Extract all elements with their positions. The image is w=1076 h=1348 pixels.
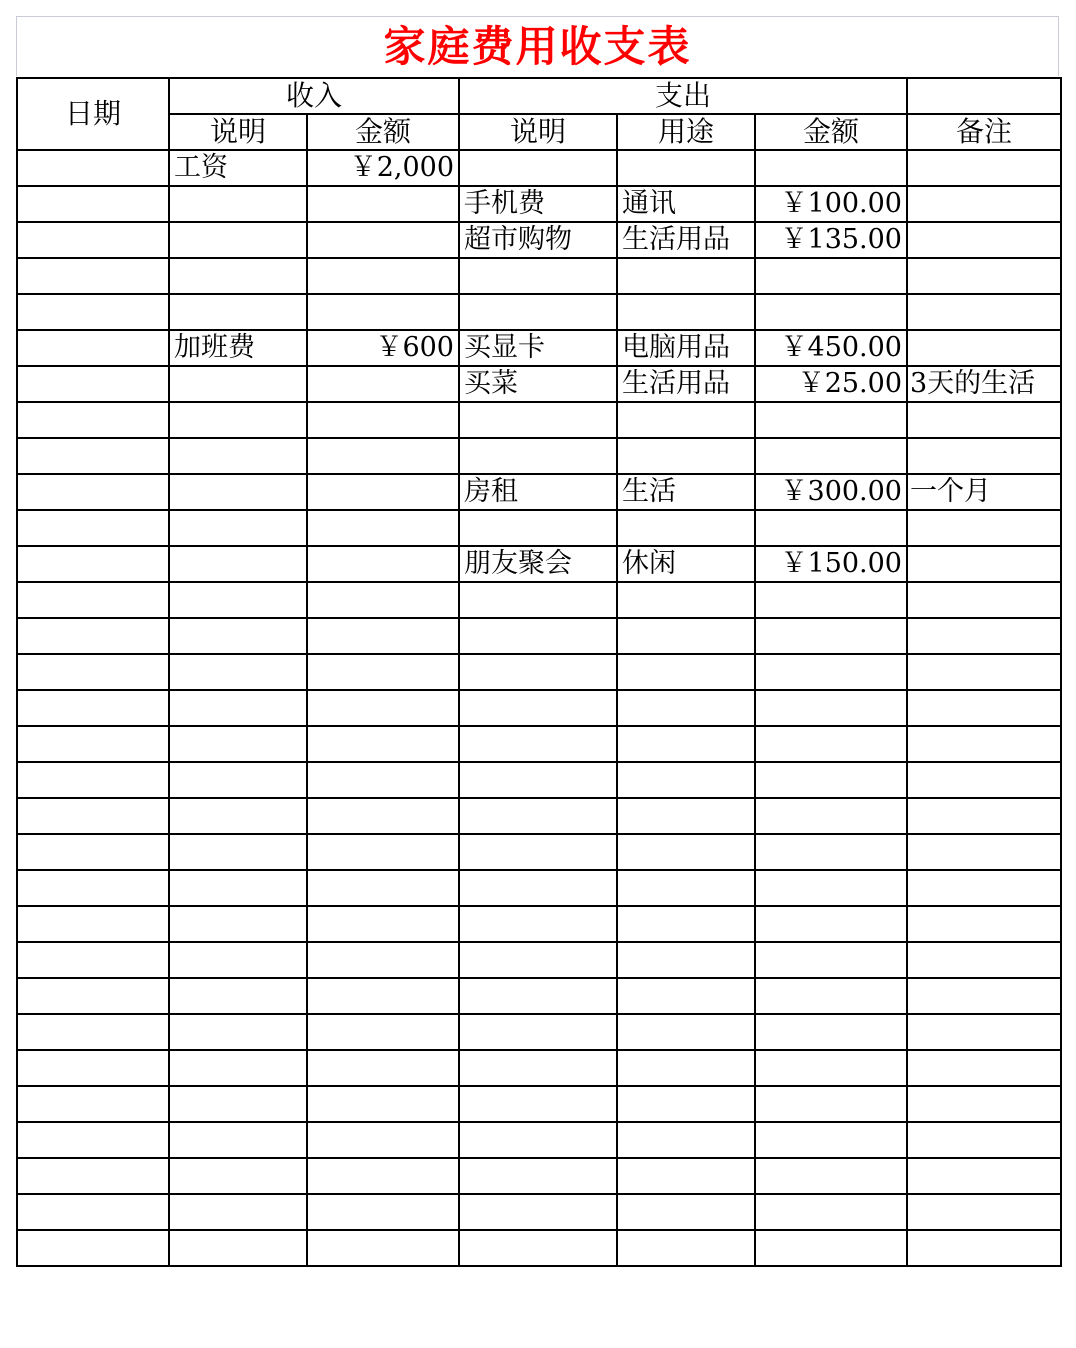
cell-expense-desc[interactable]: 手机费 <box>459 186 617 222</box>
cell-income-desc[interactable] <box>169 1122 307 1158</box>
cell-expense-use[interactable] <box>617 618 755 654</box>
cell-date[interactable] <box>17 834 169 870</box>
cell-date[interactable] <box>17 366 169 402</box>
table-row <box>17 762 1061 798</box>
table-row <box>17 582 1061 618</box>
cell-expense-desc[interactable] <box>459 690 617 726</box>
cell-expense-amount[interactable] <box>755 582 907 618</box>
cell-note[interactable] <box>907 618 1061 654</box>
cell-expense-desc[interactable]: 买菜 <box>459 366 617 402</box>
table-row <box>17 726 1061 762</box>
cell-expense-desc[interactable] <box>459 654 617 690</box>
cell-income-amount[interactable] <box>307 726 459 762</box>
cell-expense-use[interactable] <box>617 870 755 906</box>
cell-expense-use[interactable] <box>617 1194 755 1230</box>
cell-date[interactable] <box>17 654 169 690</box>
cell-expense-use[interactable]: 休闲 <box>617 546 755 582</box>
cell-income-desc[interactable] <box>169 1086 307 1122</box>
cell-income-amount[interactable] <box>307 1194 459 1230</box>
cell-income-desc[interactable] <box>169 546 307 582</box>
cell-income-desc[interactable]: 加班费 <box>169 330 307 366</box>
header-blank[interactable] <box>907 78 1061 114</box>
cell-expense-amount[interactable] <box>755 870 907 906</box>
cell-date[interactable] <box>17 438 169 474</box>
table-row <box>17 222 1061 258</box>
table-row <box>17 906 1061 942</box>
cell-note[interactable]: 一个月 <box>907 474 1061 510</box>
cell-expense-desc[interactable] <box>459 618 617 654</box>
cell-expense-amount[interactable] <box>755 906 907 942</box>
header-income[interactable]: 收入 <box>169 78 459 114</box>
table-row <box>17 870 1061 906</box>
cell-expense-use[interactable] <box>617 1014 755 1050</box>
cell-income-desc[interactable] <box>169 438 307 474</box>
cell-date[interactable] <box>17 618 169 654</box>
cell-expense-use[interactable] <box>617 582 755 618</box>
cell-expense-desc[interactable] <box>459 1230 617 1266</box>
cell-expense-amount[interactable] <box>755 294 907 330</box>
cell-expense-desc[interactable] <box>459 1158 617 1194</box>
cell-expense-desc[interactable] <box>459 870 617 906</box>
cell-note[interactable] <box>907 438 1061 474</box>
cell-note[interactable] <box>907 294 1061 330</box>
cell-date[interactable] <box>17 978 169 1014</box>
cell-expense-desc[interactable] <box>459 1194 617 1230</box>
cell-income-desc[interactable] <box>169 510 307 546</box>
cell-note[interactable] <box>907 186 1061 222</box>
cell-expense-amount[interactable] <box>755 1230 907 1266</box>
cell-income-amount[interactable] <box>307 906 459 942</box>
cell-expense-use[interactable]: 生活用品 <box>617 222 755 258</box>
cell-expense-amount[interactable] <box>755 798 907 834</box>
cell-note[interactable] <box>907 330 1061 366</box>
cell-expense-use[interactable] <box>617 438 755 474</box>
cell-expense-desc[interactable] <box>459 582 617 618</box>
cell-note[interactable] <box>907 582 1061 618</box>
cell-date[interactable] <box>17 294 169 330</box>
cell-income-amount[interactable] <box>307 222 459 258</box>
cell-expense-desc[interactable] <box>459 1086 617 1122</box>
cell-expense-use[interactable] <box>617 834 755 870</box>
cell-income-amount[interactable] <box>307 438 459 474</box>
cell-date[interactable] <box>17 474 169 510</box>
cell-income-desc[interactable] <box>169 1230 307 1266</box>
cell-expense-amount[interactable]: ￥100.00 <box>755 186 907 222</box>
cell-income-amount[interactable] <box>307 1122 459 1158</box>
cell-expense-use[interactable] <box>617 690 755 726</box>
cell-expense-amount[interactable] <box>755 150 907 186</box>
cell-note[interactable]: 3天的生活 <box>907 366 1061 402</box>
cell-income-amount[interactable] <box>307 1014 459 1050</box>
table-row <box>17 186 1061 222</box>
cell-expense-amount[interactable] <box>755 654 907 690</box>
cell-expense-amount[interactable] <box>755 978 907 1014</box>
cell-expense-use[interactable] <box>617 294 755 330</box>
cell-expense-desc[interactable] <box>459 798 617 834</box>
table-row <box>17 1230 1061 1266</box>
table-row <box>17 1158 1061 1194</box>
cell-expense-use[interactable] <box>617 258 755 294</box>
cell-income-desc[interactable] <box>169 1158 307 1194</box>
cell-income-amount[interactable] <box>307 942 459 978</box>
cell-expense-use[interactable]: 生活 <box>617 474 755 510</box>
cell-expense-use[interactable] <box>617 1230 755 1266</box>
header-income-amount[interactable]: 金额 <box>307 114 459 150</box>
cell-expense-desc[interactable] <box>459 1050 617 1086</box>
cell-note[interactable] <box>907 798 1061 834</box>
cell-date[interactable] <box>17 186 169 222</box>
cell-note[interactable] <box>907 834 1061 870</box>
cell-expense-amount[interactable] <box>755 402 907 438</box>
cell-income-amount[interactable] <box>307 546 459 582</box>
cell-note[interactable] <box>907 1158 1061 1194</box>
cell-date[interactable] <box>17 726 169 762</box>
cell-expense-amount[interactable] <box>755 438 907 474</box>
cell-date[interactable] <box>17 330 169 366</box>
cell-note[interactable] <box>907 942 1061 978</box>
cell-date[interactable] <box>17 546 169 582</box>
cell-date[interactable] <box>17 510 169 546</box>
cell-note[interactable] <box>907 690 1061 726</box>
cell-income-amount[interactable]: ￥600 <box>307 330 459 366</box>
cell-income-desc[interactable] <box>169 834 307 870</box>
table-row <box>17 402 1061 438</box>
cell-date[interactable] <box>17 1194 169 1230</box>
header-expense[interactable]: 支出 <box>459 78 907 114</box>
cell-income-desc[interactable]: 工资 <box>169 150 307 186</box>
table-row <box>17 942 1061 978</box>
cell-income-desc[interactable] <box>169 978 307 1014</box>
cell-date[interactable] <box>17 150 169 186</box>
header-expense-use[interactable]: 用途 <box>617 114 755 150</box>
cell-date[interactable] <box>17 906 169 942</box>
cell-note[interactable] <box>907 222 1061 258</box>
cell-expense-desc[interactable] <box>459 438 617 474</box>
table-row <box>17 978 1061 1014</box>
cell-expense-amount[interactable] <box>755 618 907 654</box>
cell-expense-amount[interactable] <box>755 1014 907 1050</box>
cell-expense-desc[interactable] <box>459 294 617 330</box>
cell-income-amount[interactable] <box>307 258 459 294</box>
cell-expense-use[interactable]: 电脑用品 <box>617 330 755 366</box>
cell-date[interactable] <box>17 1086 169 1122</box>
cell-expense-amount[interactable] <box>755 1050 907 1086</box>
cell-expense-amount[interactable] <box>755 690 907 726</box>
header-date[interactable]: 日期 <box>17 78 169 150</box>
cell-income-desc[interactable] <box>169 1050 307 1086</box>
cell-expense-desc[interactable] <box>459 906 617 942</box>
cell-expense-desc[interactable]: 朋友聚会 <box>459 546 617 582</box>
table-row <box>17 510 1061 546</box>
cell-date[interactable] <box>17 1158 169 1194</box>
cell-income-amount[interactable] <box>307 402 459 438</box>
cell-expense-desc[interactable]: 房租 <box>459 474 617 510</box>
table-row <box>17 546 1061 582</box>
cell-income-desc[interactable] <box>169 1014 307 1050</box>
cell-expense-use[interactable]: 生活用品 <box>617 366 755 402</box>
cell-expense-desc[interactable] <box>459 978 617 1014</box>
cell-expense-use[interactable] <box>617 978 755 1014</box>
cell-expense-amount[interactable] <box>755 942 907 978</box>
cell-income-amount[interactable] <box>307 690 459 726</box>
header-income-desc[interactable]: 说明 <box>169 114 307 150</box>
header-expense-desc[interactable]: 说明 <box>459 114 617 150</box>
table-row <box>17 1086 1061 1122</box>
cell-income-amount[interactable] <box>307 978 459 1014</box>
cell-note[interactable] <box>907 402 1061 438</box>
cell-expense-amount[interactable] <box>755 726 907 762</box>
table-row <box>17 1014 1061 1050</box>
cell-expense-use[interactable] <box>617 1050 755 1086</box>
cell-date[interactable] <box>17 690 169 726</box>
cell-income-amount[interactable] <box>307 798 459 834</box>
cell-income-amount[interactable] <box>307 186 459 222</box>
cell-note[interactable] <box>907 726 1061 762</box>
title-cell[interactable] <box>16 16 1059 76</box>
cell-income-desc[interactable] <box>169 582 307 618</box>
cell-income-desc[interactable] <box>169 402 307 438</box>
cell-expense-desc[interactable] <box>459 726 617 762</box>
cell-expense-desc[interactable] <box>459 942 617 978</box>
table-row <box>17 438 1061 474</box>
cell-note[interactable] <box>907 510 1061 546</box>
cell-income-desc[interactable] <box>169 258 307 294</box>
cell-expense-amount[interactable] <box>755 762 907 798</box>
cell-note[interactable] <box>907 150 1061 186</box>
cell-income-amount[interactable] <box>307 294 459 330</box>
cell-date[interactable] <box>17 258 169 294</box>
table-row <box>17 834 1061 870</box>
cell-expense-amount[interactable] <box>755 1194 907 1230</box>
cell-expense-amount[interactable] <box>755 1086 907 1122</box>
cell-expense-use[interactable] <box>617 150 755 186</box>
cell-expense-desc[interactable] <box>459 834 617 870</box>
cell-income-desc[interactable] <box>169 186 307 222</box>
cell-expense-amount[interactable] <box>755 834 907 870</box>
cell-note[interactable] <box>907 906 1061 942</box>
cell-note[interactable] <box>907 978 1061 1014</box>
cell-expense-use[interactable] <box>617 726 755 762</box>
cell-date[interactable] <box>17 1230 169 1266</box>
table-row <box>17 294 1061 330</box>
cell-income-desc[interactable] <box>169 618 307 654</box>
cell-income-desc[interactable] <box>169 798 307 834</box>
cell-income-amount[interactable] <box>307 1230 459 1266</box>
sheet-title: 家庭费用收支表 <box>383 22 692 71</box>
cell-expense-desc[interactable] <box>459 510 617 546</box>
cell-expense-use[interactable] <box>617 1122 755 1158</box>
ledger-table <box>16 77 1062 1267</box>
cell-income-amount[interactable] <box>307 366 459 402</box>
cell-expense-desc[interactable]: 买显卡 <box>459 330 617 366</box>
cell-expense-amount[interactable]: ￥300.00 <box>755 474 907 510</box>
table-row <box>17 654 1061 690</box>
table-row <box>17 798 1061 834</box>
cell-date[interactable] <box>17 1014 169 1050</box>
header-note[interactable]: 备注 <box>907 114 1061 150</box>
cell-date[interactable] <box>17 582 169 618</box>
cell-expense-desc[interactable] <box>459 1122 617 1158</box>
cell-income-amount[interactable] <box>307 1158 459 1194</box>
table-row <box>17 330 1061 366</box>
cell-expense-use[interactable] <box>617 906 755 942</box>
cell-income-amount[interactable] <box>307 762 459 798</box>
cell-note[interactable] <box>907 546 1061 582</box>
table-row <box>17 1050 1061 1086</box>
cell-income-desc[interactable] <box>169 690 307 726</box>
cell-income-desc[interactable] <box>169 294 307 330</box>
cell-expense-amount[interactable]: ￥25.00 <box>755 366 907 402</box>
cell-date[interactable] <box>17 798 169 834</box>
cell-expense-use[interactable] <box>617 402 755 438</box>
table-row <box>17 366 1061 402</box>
cell-income-amount[interactable] <box>307 510 459 546</box>
cell-expense-desc[interactable] <box>459 258 617 294</box>
cell-expense-use[interactable]: 通讯 <box>617 186 755 222</box>
cell-income-amount[interactable] <box>307 834 459 870</box>
cell-note[interactable] <box>907 1122 1061 1158</box>
cell-expense-use[interactable] <box>617 942 755 978</box>
table-row <box>17 618 1061 654</box>
cell-date[interactable] <box>17 222 169 258</box>
cell-note[interactable] <box>907 1086 1061 1122</box>
table-row <box>17 150 1061 186</box>
cell-income-amount[interactable] <box>307 474 459 510</box>
cell-income-desc[interactable] <box>169 906 307 942</box>
cell-income-amount[interactable] <box>307 870 459 906</box>
cell-expense-use[interactable] <box>617 510 755 546</box>
cell-income-desc[interactable] <box>169 942 307 978</box>
cell-expense-use[interactable] <box>617 1158 755 1194</box>
cell-income-amount[interactable] <box>307 582 459 618</box>
cell-expense-amount[interactable]: ￥135.00 <box>755 222 907 258</box>
cell-date[interactable] <box>17 402 169 438</box>
cell-date[interactable] <box>17 762 169 798</box>
cell-income-amount[interactable] <box>307 654 459 690</box>
cell-expense-amount[interactable] <box>755 1158 907 1194</box>
cell-expense-amount[interactable]: ￥450.00 <box>755 330 907 366</box>
cell-income-desc[interactable] <box>169 726 307 762</box>
cell-expense-desc[interactable]: 超市购物 <box>459 222 617 258</box>
cell-expense-desc[interactable] <box>459 762 617 798</box>
cell-expense-amount[interactable]: ￥150.00 <box>755 546 907 582</box>
cell-date[interactable] <box>17 942 169 978</box>
cell-income-desc[interactable] <box>169 654 307 690</box>
cell-income-desc[interactable] <box>169 474 307 510</box>
table-row <box>17 258 1061 294</box>
cell-expense-use[interactable] <box>617 654 755 690</box>
cell-note[interactable] <box>907 654 1061 690</box>
cell-expense-use[interactable] <box>617 1086 755 1122</box>
cell-expense-desc[interactable] <box>459 150 617 186</box>
cell-expense-amount[interactable] <box>755 258 907 294</box>
cell-expense-amount[interactable] <box>755 510 907 546</box>
cell-expense-use[interactable] <box>617 762 755 798</box>
cell-income-desc[interactable] <box>169 222 307 258</box>
cell-expense-use[interactable] <box>617 798 755 834</box>
cell-date[interactable] <box>17 1122 169 1158</box>
cell-income-desc[interactable] <box>169 366 307 402</box>
cell-income-amount[interactable]: ￥2,000 <box>307 150 459 186</box>
cell-note[interactable] <box>907 258 1061 294</box>
header-expense-amount[interactable]: 金额 <box>755 114 907 150</box>
cell-income-desc[interactable] <box>169 1194 307 1230</box>
cell-income-amount[interactable] <box>307 1050 459 1086</box>
cell-date[interactable] <box>17 1050 169 1086</box>
cell-note[interactable] <box>907 870 1061 906</box>
cell-note[interactable] <box>907 1050 1061 1086</box>
cell-note[interactable] <box>907 1014 1061 1050</box>
cell-income-amount[interactable] <box>307 1086 459 1122</box>
cell-expense-amount[interactable] <box>755 1122 907 1158</box>
cell-note[interactable] <box>907 1194 1061 1230</box>
cell-income-desc[interactable] <box>169 762 307 798</box>
table-row <box>17 690 1061 726</box>
cell-note[interactable] <box>907 762 1061 798</box>
cell-income-amount[interactable] <box>307 618 459 654</box>
table-row <box>17 1122 1061 1158</box>
table-row <box>17 1194 1061 1230</box>
cell-expense-desc[interactable] <box>459 1014 617 1050</box>
cell-date[interactable] <box>17 870 169 906</box>
cell-expense-desc[interactable] <box>459 402 617 438</box>
cell-note[interactable] <box>907 1230 1061 1266</box>
table-row <box>17 474 1061 510</box>
cell-income-desc[interactable] <box>169 870 307 906</box>
